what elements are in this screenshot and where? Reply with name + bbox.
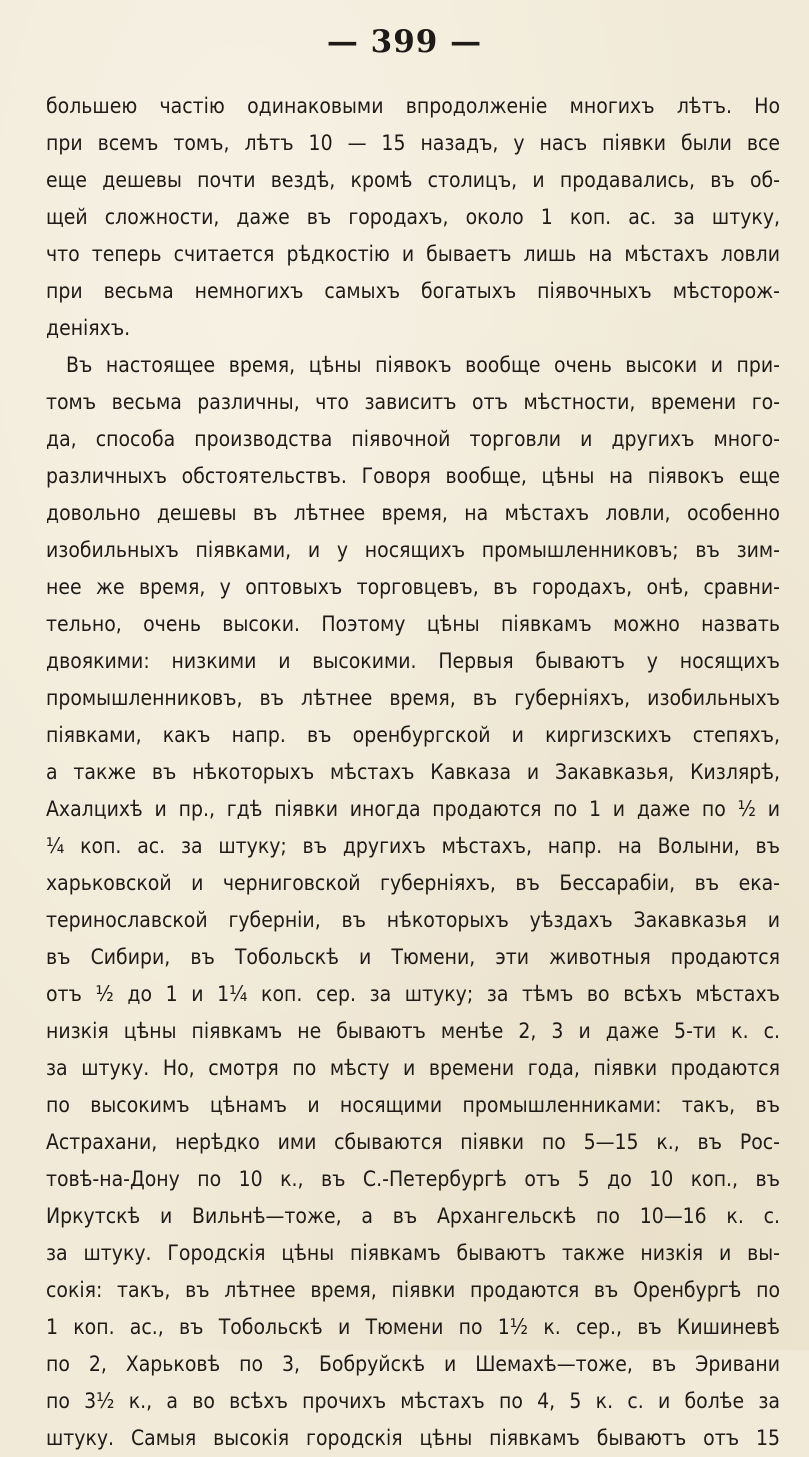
text-line: харьковской и черниговской губерніяхъ, въ Бессарабіи, въ ека- bbox=[46, 871, 780, 895]
text-line: промышленниковъ, въ лѣтнее время, въ губерніяхъ, изобильныхъ bbox=[46, 686, 780, 710]
text-line: при всемъ томъ, лѣтъ 10 — 15 назадъ, у насъ піявки были все bbox=[46, 131, 780, 155]
text-line: піявками, какъ напр. въ оренбургской и киргизскихъ степяхъ, bbox=[46, 723, 780, 747]
text-line: по высокимъ цѣнамъ и носящими промышленниками: такъ, въ bbox=[46, 1093, 780, 1117]
text-line: большею частію одинаковыми впродолженіе многихъ лѣтъ. Но bbox=[46, 94, 780, 118]
text-line: довольно дешевы въ лѣтнее время, на мѣстахъ ловли, особенно bbox=[46, 501, 780, 525]
text-line: деніяхъ. bbox=[46, 316, 131, 340]
text-line: за штуку. Но, смотря по мѣсту и времени года, піявки продаются bbox=[46, 1056, 780, 1080]
text-line: еще дешевы почти вездѣ, кромѣ столицъ, и продавались, въ об- bbox=[46, 168, 780, 192]
text-line: 1 коп. ас., въ Тобольскѣ и Тюмени по 1½ к. сер., въ Кишиневѣ bbox=[46, 1315, 780, 1339]
text-line: да, способа производства піявочной торговли и другихъ много- bbox=[46, 427, 780, 451]
text-line: теринославской губерніи, въ нѣкоторыхъ уѣздахъ Закавказья и bbox=[46, 908, 780, 932]
text-line: по 2, Харьковѣ по 3, Бобруйскѣ и Шемахѣ—тоже, въ Эривани bbox=[46, 1352, 780, 1376]
text-line: тельно, очень высоки. Поэтому цѣны піявкамъ можно назвать bbox=[46, 612, 780, 636]
text-line: а также въ нѣкоторыхъ мѣстахъ Кавказа и Закавказья, Кизлярѣ, bbox=[46, 760, 780, 784]
text-line: по 3½ к., а во всѣхъ прочихъ мѣстахъ по 4, 5 к. с. и болѣе за bbox=[46, 1389, 780, 1413]
text-line: Ахалцихѣ и пр., гдѣ піявки иногда продаются по 1 и даже по ½ и bbox=[46, 797, 780, 821]
text-line: Въ настоящее время, цѣны піявокъ вообще очень высоки и при- bbox=[66, 353, 780, 377]
text-line: при весьма немногихъ самыхъ богатыхъ піявочныхъ мѣсторож- bbox=[46, 279, 780, 303]
text-line: различныхъ обстоятельствъ. Говоря вообще, цѣны на піявокъ еще bbox=[46, 464, 780, 488]
text-line: товѣ-на-Дону по 10 к., въ С.-Петербургѣ отъ 5 до 10 коп., въ bbox=[46, 1167, 780, 1191]
text-line: сокія: такъ, въ лѣтнее время, піявки продаются въ Оренбургѣ по bbox=[46, 1278, 780, 1302]
text-line: ¼ коп. ас. за штуку; въ другихъ мѣстахъ, напр. на Волыни, въ bbox=[46, 834, 780, 858]
text-line: штуку. Самыя высокія городскія цѣны піявкамъ бываютъ отъ 15 bbox=[46, 1426, 780, 1450]
page-number: — 399 — bbox=[326, 24, 483, 60]
text-line: низкія цѣны піявкамъ не бываютъ менѣе 2, 3 и даже 5-ти к. с. bbox=[46, 1019, 780, 1043]
text-line: томъ весьма различны, что зависитъ отъ мѣстности, времени го- bbox=[46, 390, 780, 414]
text-line: за штуку. Городскія цѣны піявкамъ бываютъ также низкія и вы- bbox=[46, 1241, 780, 1265]
text-line: нее же время, у оптовыхъ торговцевъ, въ городахъ, онѣ, сравни- bbox=[46, 575, 780, 599]
text-line: въ Сибири, въ Тобольскѣ и Тюмени, эти животныя продаются bbox=[46, 945, 780, 969]
text-line: Иркутскѣ и Вильнѣ—тоже, а въ Архангельскѣ по 10—16 к. с. bbox=[46, 1204, 780, 1228]
text-line: что теперь считается рѣдкостію и бываетъ лишь на мѣстахъ ловли bbox=[46, 242, 780, 266]
text-line: отъ ½ до 1 и 1¼ коп. сер. за штуку; за тѣмъ во всѣхъ мѣстахъ bbox=[46, 982, 780, 1006]
body-text bbox=[46, 88, 780, 1457]
text-line: изобильныхъ піявками, и у носящихъ промышленниковъ; въ зим- bbox=[46, 538, 780, 562]
text-line: щей сложности, даже въ городахъ, около 1 коп. ас. за штуку, bbox=[46, 205, 780, 229]
text-line: Астрахани, нерѣдко ими сбываются піявки по 5—15 к., въ Рос- bbox=[46, 1130, 780, 1154]
text-line: двоякими: низкими и высокими. Первыя бываютъ у носящихъ bbox=[46, 649, 780, 673]
